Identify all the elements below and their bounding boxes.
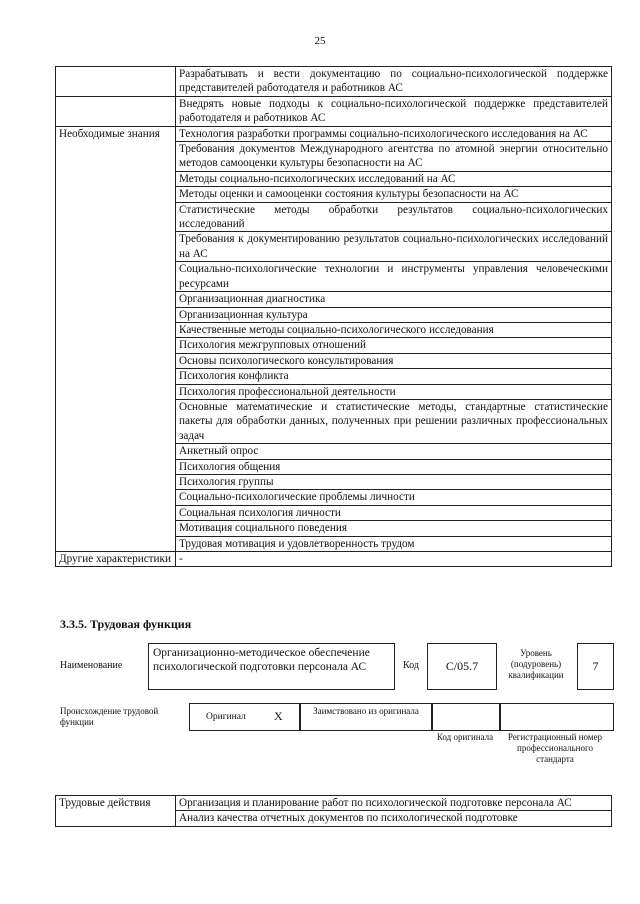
borrowed-box <box>299 703 433 731</box>
labor-actions-label: Трудовые действия <box>56 796 176 827</box>
table-row <box>56 126 612 141</box>
original-box <box>189 703 301 731</box>
table-cell: Анкетный опрос <box>176 444 612 459</box>
level-box <box>577 643 614 690</box>
section-heading: 3.3.5. Трудовая функция <box>60 617 192 631</box>
table-cell: Психология межгрупповых отношений <box>176 338 612 353</box>
table-cell: Психология профессиональной деятельности <box>176 384 612 399</box>
table-cell: Методы социально-психологических исследований на АС <box>176 171 612 186</box>
table-cell: Требования документов Международного агентства по атомной энергии относительно методов самооценки культуры безопасности на АС <box>176 142 612 172</box>
origin-label: Происхождение трудовой функции <box>60 706 159 727</box>
table-cell: Социально-психологические технологии и инструменты управления человеческими ресурсами <box>176 262 612 292</box>
table-cell <box>56 67 176 97</box>
reg-number-box <box>499 703 614 731</box>
borrowed-label: Заимствовано из оригинала <box>313 706 419 716</box>
table-row <box>56 67 612 97</box>
table-cell: Организационная диагностика <box>176 292 612 307</box>
other-characteristics-value: - <box>176 552 612 567</box>
requirements-table <box>55 66 612 567</box>
table-cell: Основы психологического консультирования <box>176 353 612 368</box>
table-cell: Организация и планирование работ по психологической подготовке персонала АС <box>176 796 612 811</box>
table-row <box>56 796 612 811</box>
name-value: Организационно-методическое обеспечение психологической подготовки персонала АС <box>153 647 370 673</box>
table-cell: Разрабатывать и вести документацию по социально-психологической поддержке представителей работодателя и работников АС <box>176 67 612 97</box>
table-cell <box>56 96 176 126</box>
table-cell: Социально-психологические проблемы личности <box>176 490 612 505</box>
table-cell: Организационная культура <box>176 307 612 322</box>
table-cell: Трудовая мотивация и удовлетворенность трудом <box>176 536 612 551</box>
table-cell: Внедрять новые подходы к социально-психологической поддержке представителей работодателя и работников АС <box>176 96 612 126</box>
page-number: 25 <box>314 35 326 47</box>
origin-code-label: Код оригинала <box>436 732 494 742</box>
table-cell: Качественные методы социально-психологического исследования <box>176 322 612 337</box>
other-characteristics-label: Другие характеристики <box>56 552 176 567</box>
knowledge-label: Необходимые знания <box>56 126 176 551</box>
level-label: Уровень (подуровень) квалификации <box>508 648 564 680</box>
name-box <box>148 643 395 690</box>
table-cell: Статистические методы обработки результатов социально-психологических исследований <box>176 202 612 232</box>
table-cell: Основные математические и статистические методы, стандартные статистические пакеты для обработки данных, полученных при решении различных профессиональных задач <box>176 399 612 443</box>
table-cell: Методы оценки и самооценки состояния культуры безопасности на АС <box>176 187 612 202</box>
level-value: 7 <box>592 659 599 673</box>
table-cell: Социальная психология личности <box>176 505 612 520</box>
code-box <box>427 643 497 690</box>
table-cell: Мотивация социального поведения <box>176 521 612 536</box>
table-cell: Психология группы <box>176 474 612 489</box>
table-cell: Анализ качества отчетных документов по психологической подготовке <box>176 811 612 826</box>
origin-code-box <box>431 703 501 731</box>
table-row <box>56 552 612 567</box>
reg-number-label: Регистрационный номер профессионального стандарта <box>507 732 603 764</box>
original-label: Оригинал <box>206 712 246 722</box>
code-label: Код <box>403 660 419 671</box>
table-cell: Технология разработки программы социально-психологического исследования на АС <box>176 126 612 141</box>
original-mark: X <box>274 709 283 723</box>
table-cell: Требования к документированию результатов социально-психологических исследований на АС <box>176 232 612 262</box>
table-cell: Психология общения <box>176 459 612 474</box>
name-label: Наименование <box>60 660 123 671</box>
table-row <box>56 96 612 126</box>
table-cell: Психология конфликта <box>176 369 612 384</box>
labor-actions-table <box>55 795 612 827</box>
code-value: C/05.7 <box>445 659 479 673</box>
